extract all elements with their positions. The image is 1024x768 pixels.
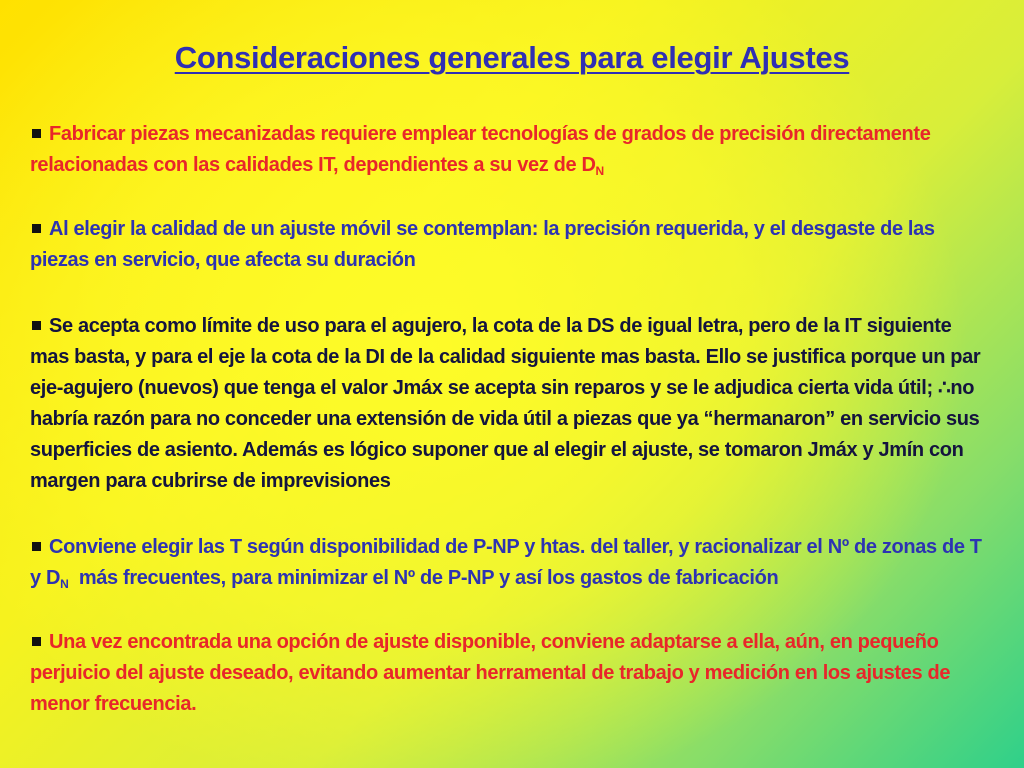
bullet-4-text-after: más frecuentes, para minimizar el Nº de P-NP y así los gastos de fabricación — [78, 567, 779, 589]
bullet-3-text-before: Se acepta como límite de uso para el agujero, la cota de la DS de igual letra, pero de la IT siguiente mas basta, y para el eje la cota de la DI de la calidad siguiente mas basta. Ello se justifica porque un par eje-agujero (nuevos) que tenga el valor Jmáx se acepta sin reparos y se le adjudica cierta vida útil; — [30, 315, 981, 399]
bullet-item-2 — [30, 214, 995, 276]
bullet-1-text: Fabricar piezas mecanizadas requiere emplear tecnologías de grados de precisión directamente relacionadas con las calidades IT, dependientes a su vez de D — [30, 123, 931, 176]
bullet-item-5 — [30, 627, 995, 720]
slide-title: Consideraciones generales para elegir Ajustes — [174, 40, 850, 75]
square-bullet-icon — [32, 637, 41, 646]
bullet-item-1 — [30, 119, 995, 181]
bullet-2-text: Al elegir la calidad de un ajuste móvil se contemplan: la precisión requerida, y el desgaste de las piezas en servicio, que afecta su duración — [30, 218, 935, 271]
square-bullet-icon — [32, 129, 41, 138]
bullet-3-text-after: no habría razón para no conceder una extensión de vida útil a piezas que ya “hermanaron” en servicio sus superficies de asiento. Además es lógico suponer que al elegir el ajuste, se tomaron Jmáx y Jmín con margen para cubrirse de imprevisiones — [30, 377, 980, 492]
bullet-4-text-before: Conviene elegir las T según disponibilidad de P-NP y htas. del taller, y racionalizar el Nº de zonas de T y D — [30, 536, 982, 589]
bullet-item-3 — [30, 311, 995, 497]
bullet-1-subscript: N — [595, 164, 604, 178]
square-bullet-icon — [32, 542, 41, 551]
bullet-4-subscript: N — [60, 577, 69, 591]
therefore-symbol: ∴ — [938, 377, 951, 399]
bullet-5-text: Una vez encontrada una opción de ajuste disponible, conviene adaptarse a ella, aún, en pequeño perjuicio del ajuste deseado, evitando aumentar herramental de trabajo y medición en los ajustes de menor frecuencia. — [30, 631, 951, 715]
square-bullet-icon — [32, 321, 41, 330]
square-bullet-icon — [32, 224, 41, 233]
bullet-item-4 — [30, 532, 995, 594]
